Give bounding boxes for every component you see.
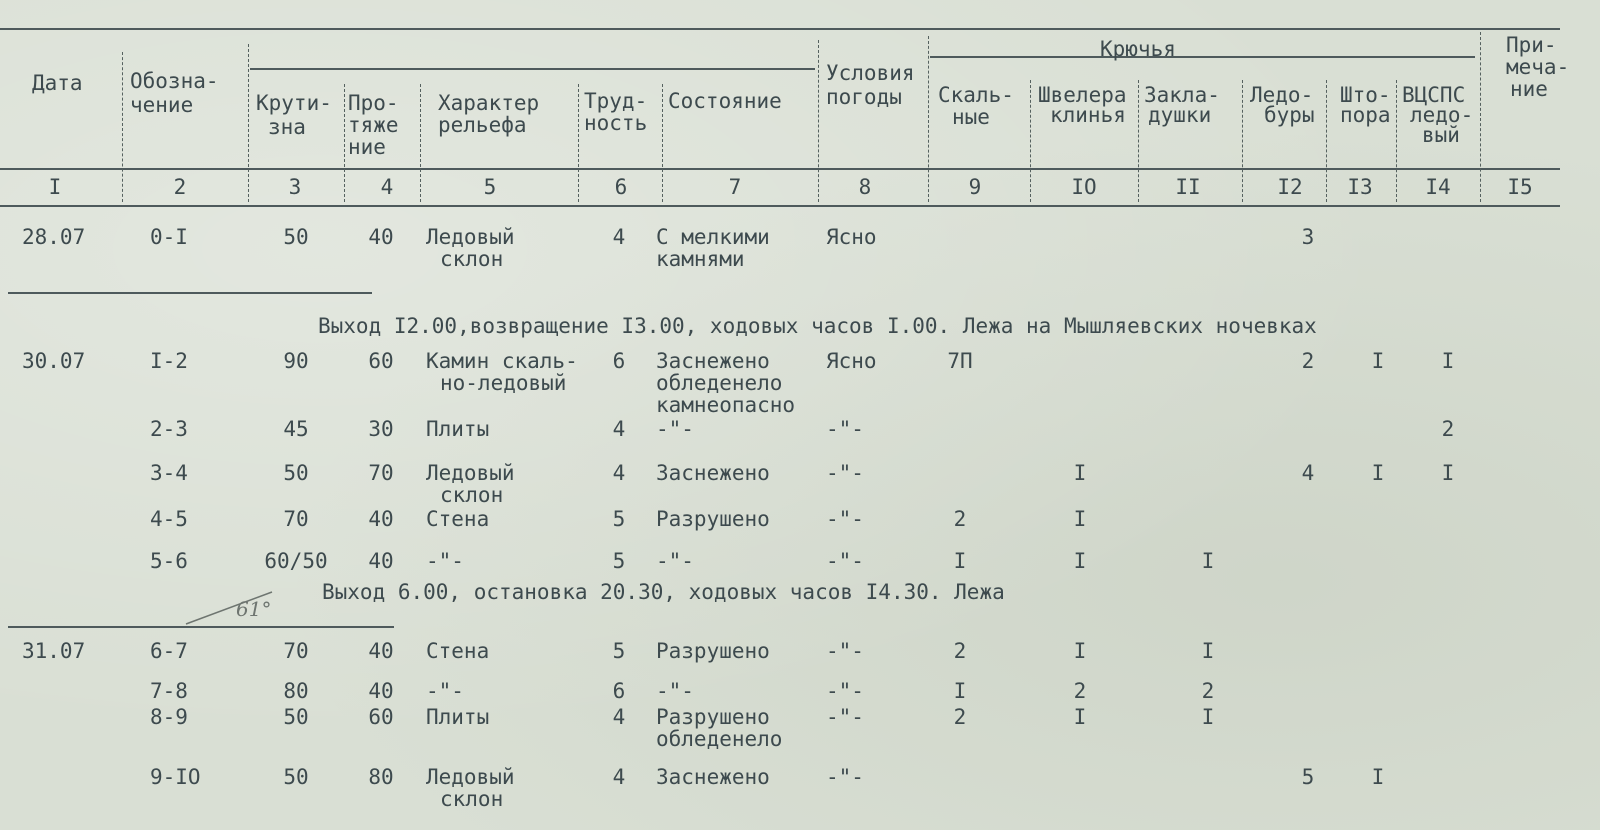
cell-relief-a: Плиты: [426, 705, 490, 729]
column-separator: [1138, 80, 1139, 202]
cell-len: 70: [368, 461, 394, 485]
cell-diff: 4: [612, 461, 626, 485]
column-separator: [818, 40, 819, 202]
header-weather-a: Условия: [826, 61, 915, 85]
header-date: Дата: [32, 71, 83, 95]
colnum: 9: [968, 175, 982, 199]
column-separator: [1326, 80, 1327, 202]
cell-len: 60: [368, 349, 394, 373]
cell-state-a: Разрушено: [656, 507, 770, 531]
column-separator: [1396, 80, 1397, 202]
header-piton-b: пора: [1340, 103, 1391, 127]
cell-state-a: -"-: [656, 417, 694, 441]
column-separator: [248, 44, 249, 202]
cell-c11: I: [1201, 639, 1215, 663]
cell-seg: 4-5: [150, 507, 188, 531]
cell-c10: I: [1073, 705, 1087, 729]
header-condition: Состояние: [668, 89, 782, 113]
cell-relief-a: Стена: [426, 507, 490, 531]
day-note: Выход I2.00,возвращение I3.00, ходовых часов I.00. Лежа на Мышляевских ночевках: [318, 314, 1317, 338]
cell-c11: I: [1201, 705, 1215, 729]
column-separator: [578, 84, 579, 202]
colnum: I4: [1425, 175, 1451, 199]
colnum: 5: [483, 175, 497, 199]
column-separator: [928, 36, 929, 202]
cell-steep: 90: [283, 349, 309, 373]
cell-seg: 5-6: [150, 549, 188, 573]
colnum: 2: [173, 175, 187, 199]
header-iceborer-b: буры: [1264, 103, 1315, 127]
cell-weather: -"-: [826, 765, 864, 789]
day-separator-rule: [8, 292, 372, 294]
column-separator: [1480, 32, 1481, 202]
colnum: I3: [1347, 175, 1373, 199]
cell-weather: -"-: [826, 679, 864, 703]
header-designation-b: чение: [130, 93, 194, 117]
cell-date: 31.07: [22, 639, 86, 663]
cell-seg: 0-I: [150, 225, 188, 249]
cell-weather: Ясно: [826, 225, 877, 249]
cell-weather: -"-: [826, 639, 864, 663]
header-weather-b: погоды: [826, 85, 902, 109]
cell-c10: I: [1073, 461, 1087, 485]
cell-c10: I: [1073, 549, 1087, 573]
header-relief-a: Характер: [438, 91, 540, 115]
header-iceborer-a: Ледо-: [1250, 83, 1314, 107]
cell-c14: 2: [1441, 417, 1455, 441]
column-separator: [344, 84, 345, 202]
cell-state-c: камнеопасно: [656, 393, 796, 417]
cell-steep: 70: [283, 507, 309, 531]
cell-weather: -"-: [826, 461, 864, 485]
cell-c9: 2: [953, 705, 967, 729]
header-remarks-b: меча-: [1506, 55, 1570, 79]
header-chocks-b: душки: [1148, 103, 1212, 127]
cell-diff: 6: [612, 349, 626, 373]
cell-relief-b: но-ледовый: [440, 371, 567, 395]
header-steepness-b: зна: [268, 115, 306, 139]
header-length-b: тяже: [348, 113, 399, 137]
colnum: 7: [728, 175, 742, 199]
cell-diff: 4: [612, 705, 626, 729]
header-sub-rule: [250, 68, 815, 70]
colnum: I: [48, 175, 62, 199]
header-rock-a: Скаль-: [938, 83, 1014, 107]
cell-relief-b: склон: [440, 483, 504, 507]
cell-c9: I: [953, 549, 967, 573]
cell-seg: 3-4: [150, 461, 188, 485]
cell-diff: 4: [612, 765, 626, 789]
cell-steep: 50: [283, 461, 309, 485]
cell-c10: 2: [1073, 679, 1087, 703]
cell-seg: I-2: [150, 349, 188, 373]
cell-relief-a: -"-: [426, 679, 464, 703]
cell-c12: 2: [1301, 349, 1315, 373]
cell-c13: I: [1371, 461, 1385, 485]
header-vcsps-c: вый: [1422, 123, 1460, 147]
cell-len: 40: [368, 639, 394, 663]
cell-len: 40: [368, 549, 394, 573]
cell-state-a: Заснежено: [656, 461, 770, 485]
cell-c13: I: [1371, 349, 1385, 373]
header-wedges-b: клинья: [1050, 103, 1126, 127]
cell-c12: 3: [1301, 225, 1315, 249]
column-separator: [1030, 80, 1031, 202]
cell-seg: 9-IO: [150, 765, 201, 789]
cell-c11: I: [1201, 549, 1215, 573]
cell-relief-a: Стена: [426, 639, 490, 663]
cell-state-b: камнями: [656, 247, 745, 271]
cell-diff: 5: [612, 549, 626, 573]
cell-c10: I: [1073, 639, 1087, 663]
cell-relief-a: Плиты: [426, 417, 490, 441]
colnum-rule: [0, 205, 1560, 207]
header-chocks-a: Закла-: [1144, 83, 1220, 107]
cell-relief-a: Ледовый: [426, 765, 515, 789]
cell-c13: I: [1371, 765, 1385, 789]
cell-steep: 60/50: [264, 549, 328, 573]
colnum: II: [1175, 175, 1201, 199]
cell-relief-b: склон: [440, 787, 504, 811]
header-wedges-a: Швелера: [1038, 83, 1127, 107]
cell-weather: Ясно: [826, 349, 877, 373]
colnum: 6: [614, 175, 628, 199]
cell-relief-a: -"-: [426, 549, 464, 573]
cell-date: 28.07: [22, 225, 86, 249]
header-designation-a: Обозна-: [130, 69, 219, 93]
cell-relief-a: Ледовый: [426, 225, 515, 249]
header-rock-b: ные: [952, 105, 990, 129]
cell-len: 40: [368, 507, 394, 531]
colnum: 4: [380, 175, 394, 199]
cell-state-a: -"-: [656, 549, 694, 573]
cell-c14: I: [1441, 349, 1455, 373]
cell-c9: 2: [953, 507, 967, 531]
cell-diff: 5: [612, 639, 626, 663]
cell-steep: 80: [283, 679, 309, 703]
cell-state-a: Разрушено: [656, 639, 770, 663]
cell-relief-a: Камин скаль-: [426, 349, 578, 373]
header-piton-a: Што-: [1340, 83, 1391, 107]
cell-len: 30: [368, 417, 394, 441]
header-difficulty-b: ность: [584, 111, 648, 135]
header-vcsps-b: ледо-: [1410, 103, 1474, 127]
cell-state-b: обледенело: [656, 371, 783, 395]
cell-steep: 70: [283, 639, 309, 663]
cell-len: 80: [368, 765, 394, 789]
cell-state-a: Разрушено: [656, 705, 770, 729]
cell-weather: -"-: [826, 705, 864, 729]
cell-c10: I: [1073, 507, 1087, 531]
cell-c9: 2: [953, 639, 967, 663]
header-remarks-a: При-: [1506, 33, 1557, 57]
cell-c9: I: [953, 679, 967, 703]
colnum: I2: [1277, 175, 1303, 199]
cell-seg: 8-9: [150, 705, 188, 729]
header-relief-b: рельефа: [438, 113, 527, 137]
header-top-rule: [0, 28, 1560, 30]
cell-seg: 7-8: [150, 679, 188, 703]
cell-weather: -"-: [826, 507, 864, 531]
cell-c11: 2: [1201, 679, 1215, 703]
header-vcsps-a: ВЦСПС: [1402, 83, 1466, 107]
colnum: IO: [1071, 175, 1097, 199]
pencil-mark-text: 61°: [236, 597, 272, 621]
header-length-c: ние: [348, 135, 386, 159]
column-separator: [1242, 80, 1243, 202]
header-steepness-a: Крути-: [256, 91, 332, 115]
cell-steep: 45: [283, 417, 309, 441]
column-separator: [122, 52, 123, 202]
cell-diff: 4: [612, 417, 626, 441]
cell-steep: 50: [283, 765, 309, 789]
cell-c12: 5: [1301, 765, 1315, 789]
cell-diff: 5: [612, 507, 626, 531]
header-difficulty-a: Труд-: [584, 89, 648, 113]
cell-weather: -"-: [826, 417, 864, 441]
cell-seg: 2-3: [150, 417, 188, 441]
cell-state-b: обледенело: [656, 727, 783, 751]
cell-len: 60: [368, 705, 394, 729]
header-hooks-group: Крючья: [1100, 37, 1176, 61]
cell-state-a: Заснежено: [656, 765, 770, 789]
cell-len: 40: [368, 225, 394, 249]
hooks-sub-rule: [930, 56, 1475, 58]
cell-c12: 4: [1301, 461, 1315, 485]
cell-len: 40: [368, 679, 394, 703]
cell-seg: 6-7: [150, 639, 188, 663]
cell-c9: 7П: [947, 349, 973, 373]
day-note: Выход 6.00, остановка 20.30, ходовых часов I4.30. Лежа: [322, 580, 1005, 604]
cell-relief-b: склон: [440, 247, 504, 271]
header-remarks-c: ние: [1510, 77, 1548, 101]
cell-state-a: Заснежено: [656, 349, 770, 373]
header-length-a: Про-: [348, 91, 399, 115]
cell-c14: I: [1441, 461, 1455, 485]
cell-diff: 4: [612, 225, 626, 249]
cell-relief-a: Ледовый: [426, 461, 515, 485]
column-separator: [662, 84, 663, 202]
pencil-mark: [180, 582, 300, 632]
colnum: 3: [288, 175, 302, 199]
colnum: I5: [1507, 175, 1533, 199]
cell-state-a: -"-: [656, 679, 694, 703]
cell-steep: 50: [283, 705, 309, 729]
colnum: 8: [858, 175, 872, 199]
cell-state-a: С мелкими: [656, 225, 770, 249]
cell-weather: -"-: [826, 549, 864, 573]
cell-diff: 6: [612, 679, 626, 703]
column-separator: [420, 84, 421, 202]
cell-steep: 50: [283, 225, 309, 249]
cell-date: 30.07: [22, 349, 86, 373]
